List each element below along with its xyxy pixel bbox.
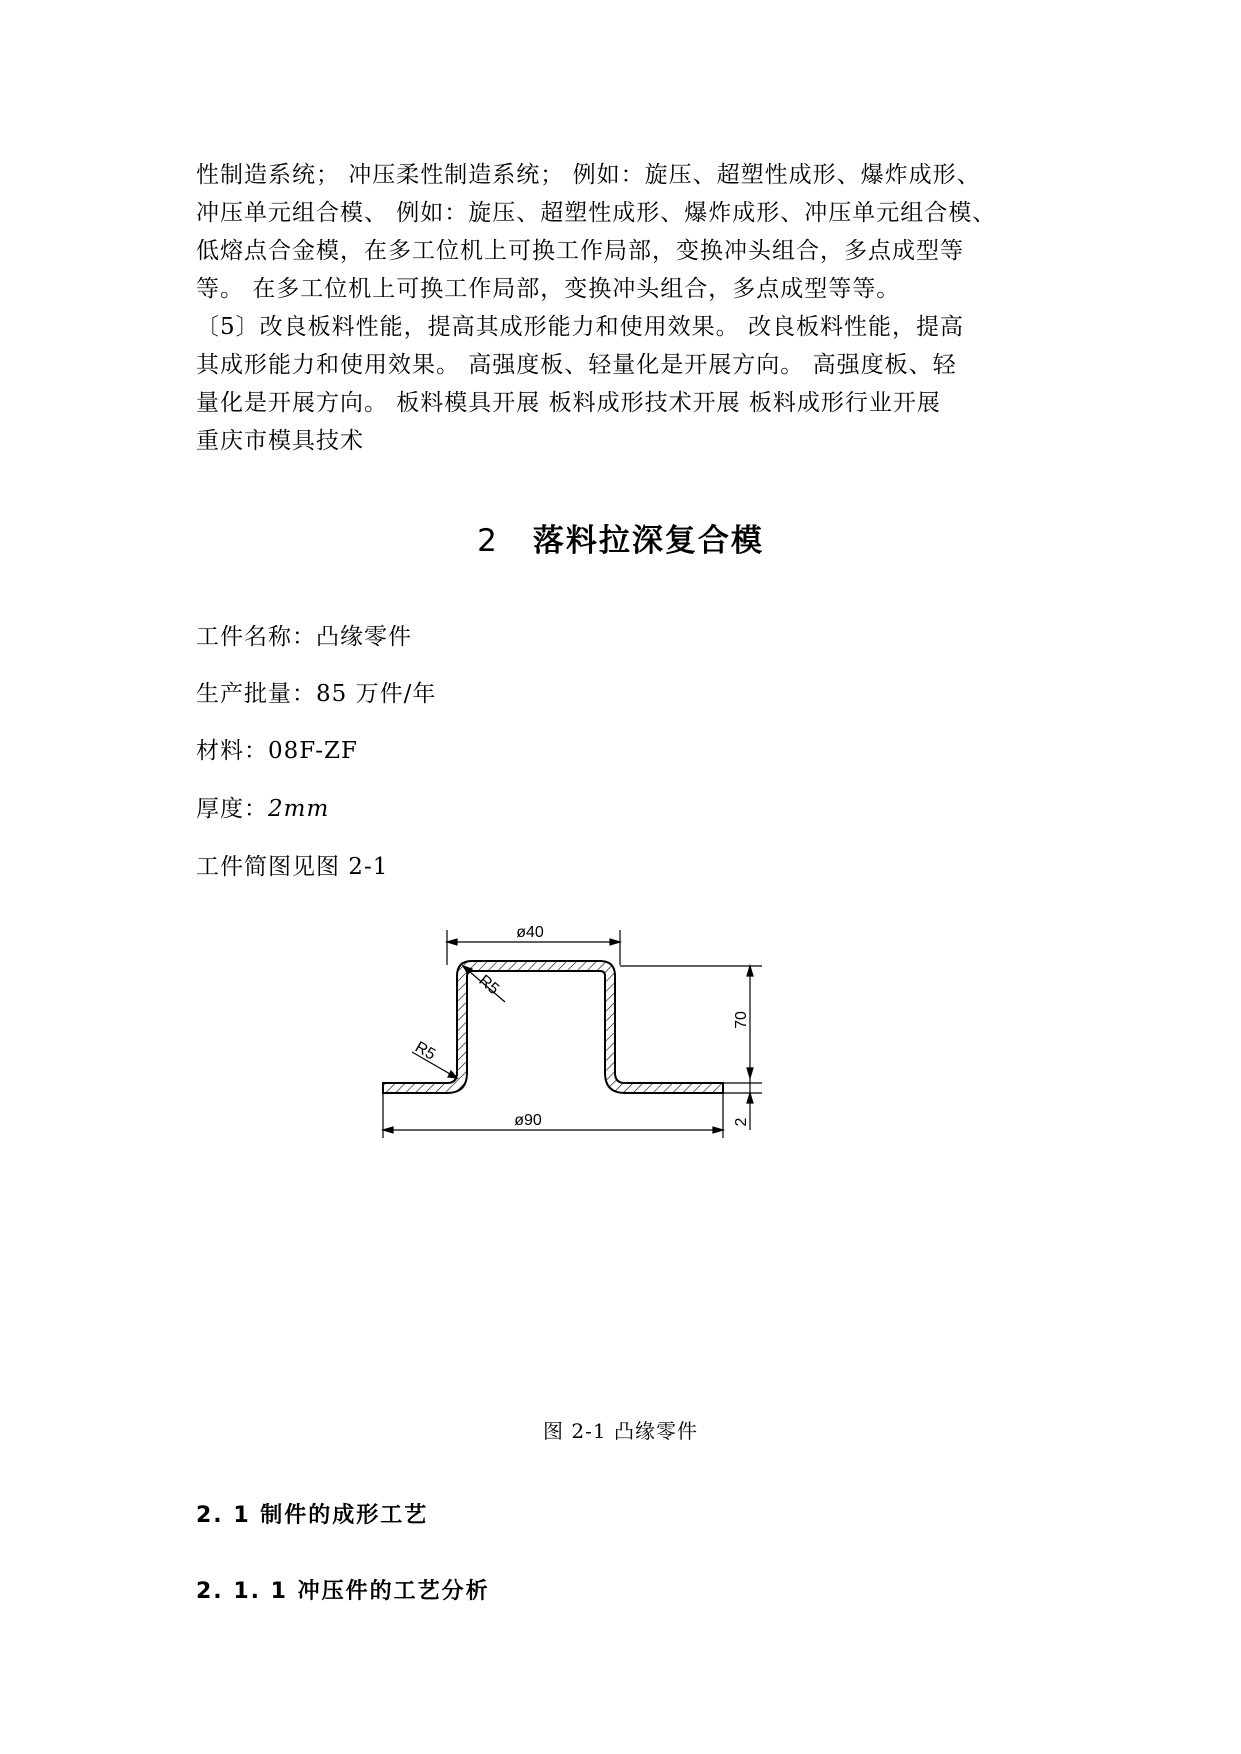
dim-bottom-label: ø90 [514,1112,542,1129]
radius-top-label: R5 [475,972,503,999]
text-line: 其成形能力和使用效果。 高强度板、轻量化是开展方向。 高强度板、轻 [196,352,957,378]
section-heading-2-1: 2. 1 制件的成形工艺 [196,1503,429,1528]
text-line: 量化是开展方向。 板料模具开展 板料成形技术开展 板料成形行业开展 [196,390,941,416]
figure-caption: 图 2-1 凸缘零件 [543,1419,698,1443]
text-line: 重庆市模具技术 [196,428,364,454]
text-line: 等。 在多工位机上可换工作局部，变换冲头组合，多点成型等等。 [196,276,901,302]
production-batch: 生产批量：85 万件/年 [196,681,437,707]
workpiece-name: 工件名称：凸缘零件 [196,624,412,650]
chapter-number: 2 [477,523,499,559]
intro-paragraph [196,156,1076,460]
dim-thickness-label: 2 [733,1117,750,1127]
part-drawing [370,920,870,1370]
thickness-value: 2mm [268,796,330,822]
chapter-title-text: 落料拉深复合模 [532,523,764,559]
dim-height-label: 70 [733,1011,750,1029]
text-line: 性制造系统； 冲压柔性制造系统； 例如：旋压、超塑性成形、爆炸成形、 [196,162,981,188]
sketch-reference: 工件简图见图 2-1 [196,854,389,880]
dim-top-label: ø40 [516,924,544,941]
thickness-label: 厚度： [196,796,268,822]
text-line: 〔5〕改良板料性能，提高其成形能力和使用效果。 改良板料性能，提高 [196,314,964,340]
radius-bottom-label: R5 [412,1038,439,1064]
chapter-heading [0,515,1241,560]
section-heading-2-1-1: 2. 1. 1 冲压件的工艺分析 [196,1579,490,1604]
dim-height [620,966,762,1130]
dim-bottom-overall [383,1093,723,1138]
text-line: 冲压单元组合模、 例如：旋压、超塑性成形、爆炸成形、冲压单元组合模、 [196,200,997,226]
text-line: 低熔点合金模，在多工位机上可换工作局部，变换冲头组合，多点成型等 [196,238,964,264]
thickness [196,790,329,823]
part-drawing-svg [370,920,870,1370]
part-section [383,961,723,1093]
material: 材料：08F-ZF [196,738,358,764]
